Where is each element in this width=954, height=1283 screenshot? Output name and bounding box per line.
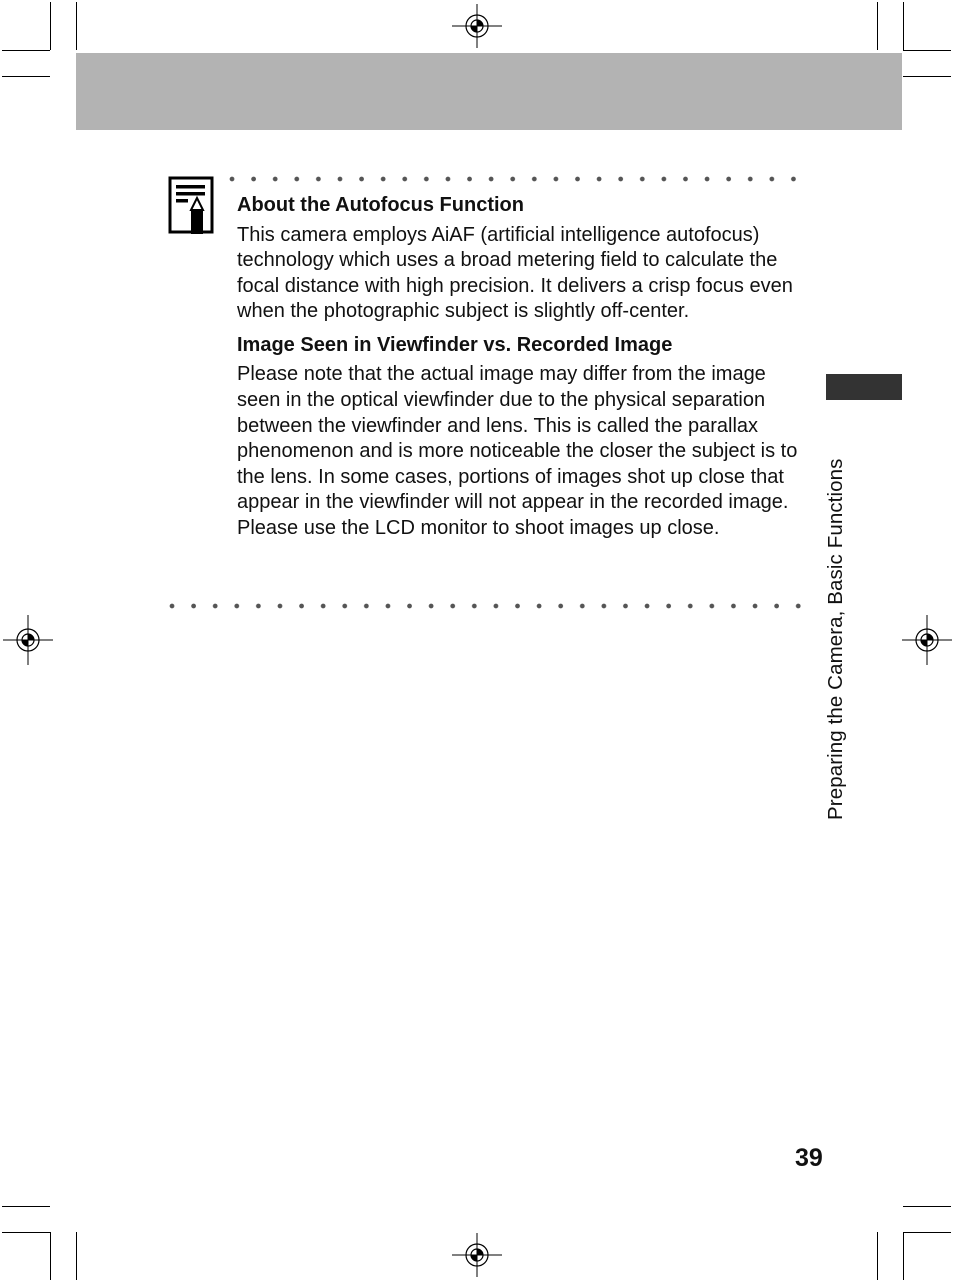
crop-mark [76, 2, 77, 50]
note-pencil-icon [168, 176, 216, 236]
section-body: Please note that the actual image may differ from the image seen in the optical viewfinder due to the physical separation between the viewfinder and lens. This is called the parallax phenomenon and is more noticeable the closer the subject is to the lens. In some cases, portions of images shot up close that appear in the viewfinder will not appear in the recorded image. Please use the LCD monitor to shoot images up close. [237, 363, 798, 539]
section-heading: About the Autofocus Function [237, 194, 524, 216]
crop-mark [903, 1232, 951, 1233]
registration-mark-icon [452, 4, 502, 48]
registration-mark-icon [3, 615, 53, 665]
header-band [76, 53, 902, 130]
crop-mark [877, 2, 878, 50]
crop-mark [903, 1232, 904, 1280]
crop-mark [2, 1206, 50, 1207]
crop-mark [903, 2, 904, 50]
crop-mark [2, 1232, 50, 1233]
crop-mark [76, 1232, 77, 1280]
note-section [237, 333, 803, 542]
dotted-divider-top [228, 175, 803, 183]
crop-mark [50, 1232, 51, 1280]
crop-mark [903, 1206, 951, 1207]
crop-mark [2, 50, 50, 51]
crop-mark [50, 2, 51, 50]
dotted-divider-bottom [168, 602, 803, 610]
section-body: This camera employs AiAF (artificial intelligence autofocus) technology which uses a broad metering field to calculate the focal distance with high precision. It delivers a crisp focus even when the photographic subject is slightly off-center. [237, 223, 793, 323]
note-content [237, 193, 803, 542]
section-heading: Image Seen in Viewfinder vs. Recorded Image [237, 333, 673, 356]
note-section [237, 193, 803, 325]
registration-mark-icon [902, 615, 952, 665]
crop-mark [877, 1232, 878, 1280]
registration-mark-icon [452, 1233, 502, 1277]
crop-mark [2, 76, 50, 77]
page-number: 39 [795, 1144, 823, 1172]
chapter-label: Preparing the Camera, Basic Functions [824, 458, 847, 820]
crop-mark [903, 76, 951, 77]
crop-mark [903, 50, 951, 51]
chapter-tab [826, 374, 902, 400]
